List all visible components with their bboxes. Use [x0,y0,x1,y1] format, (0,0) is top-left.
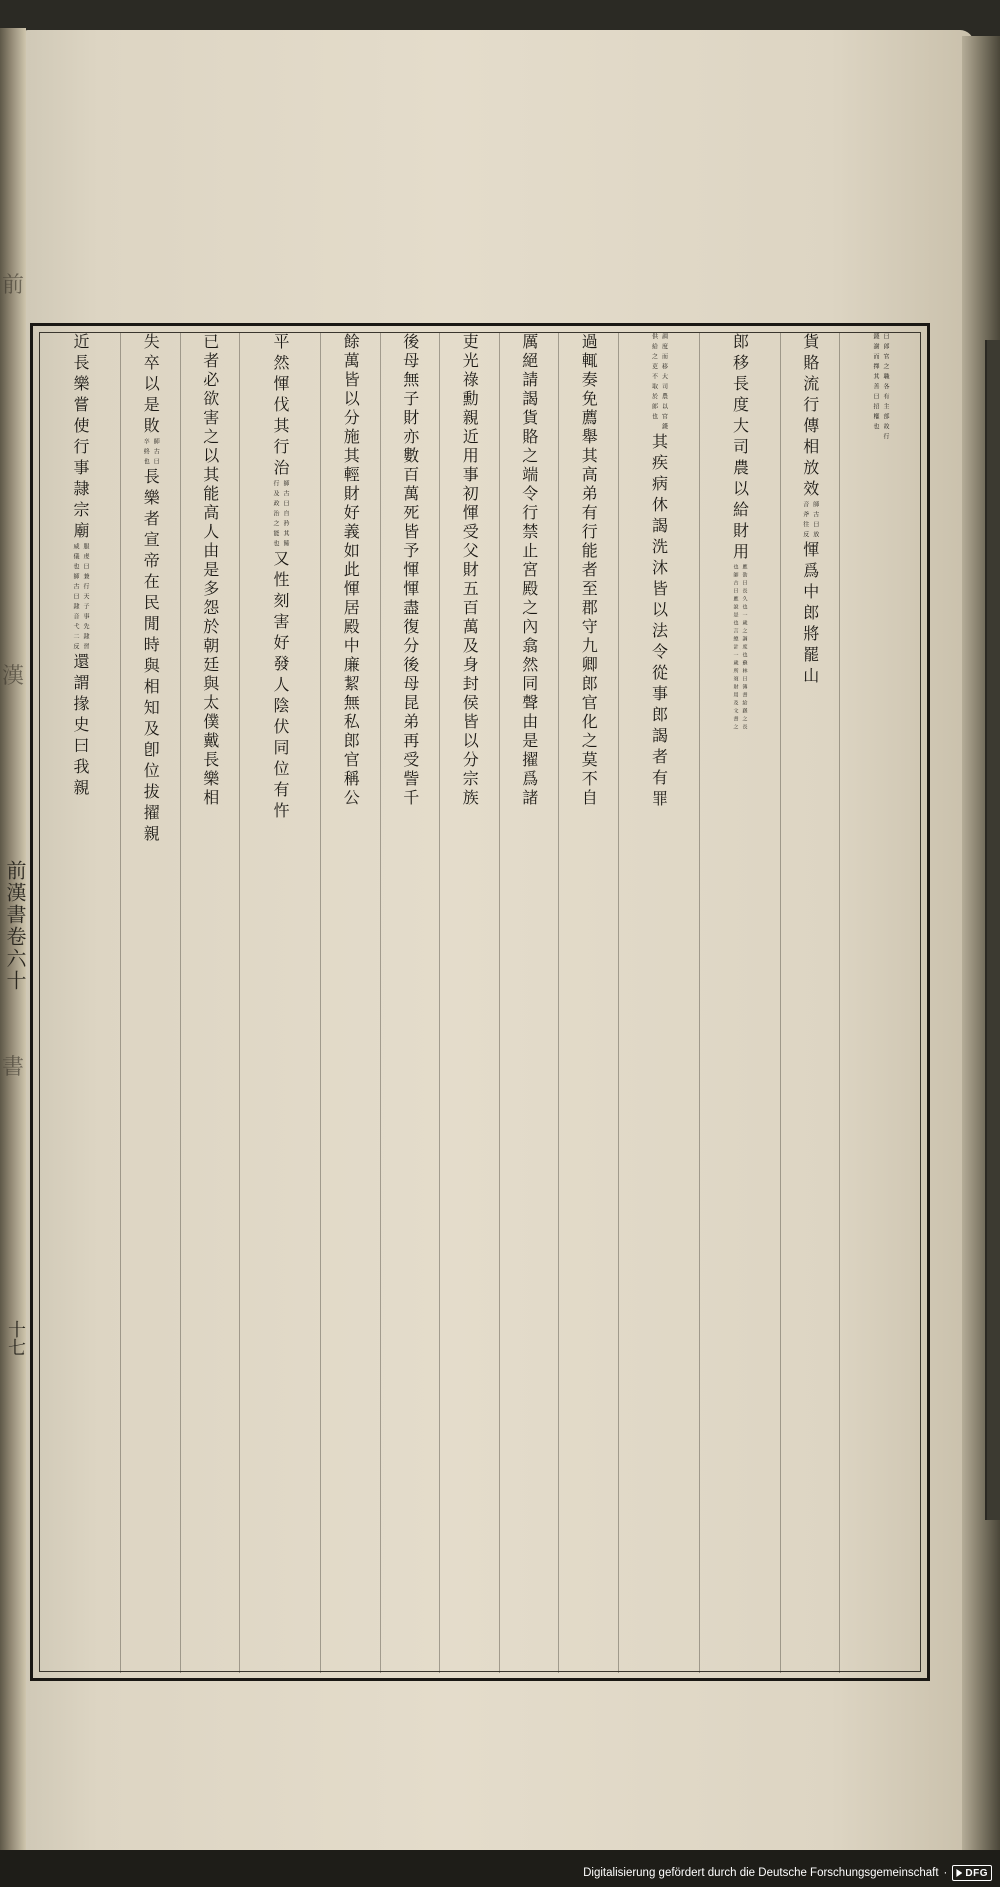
commentary-note [72,543,88,653]
main-text-segment: 過輒奏免薦舉其高弟有行能者至郡守九卿郎官化之莫不自 [579,333,599,808]
commentary-note [651,333,667,433]
text-column [839,333,920,1673]
commentary-line: 音斧往反 [801,501,809,541]
text-column [380,333,440,1673]
footer-separator: · [943,1867,948,1879]
dfg-logo-text: DFG [965,1867,988,1879]
commentary-line: 卒終也 [142,438,150,468]
commentary-line: 行及政治之能也 [272,480,279,550]
main-text-segment: 吏光祿勳親近用事初惲受父財五百萬及身封侯皆以分宗族 [460,333,480,808]
main-text-segment: 長樂者宣帝在民閒時與相知及卽位拔擢親 [141,468,161,846]
text-column [780,333,840,1673]
commentary-line: 師古曰自矜其餙 [282,480,289,550]
footer-credit: Digitalisierung gefördert durch die Deutsche Forschungsgemeinschaft [583,1867,939,1879]
commentary-note [142,438,158,468]
commentary-note [872,333,888,443]
text-column [439,333,499,1673]
page-stack-tab [985,340,1000,1520]
main-text-segment: 惲爲中郎將罷山 [800,541,820,688]
main-text-segment: 其疾病休謁洗沐皆以法令從事郎謁者有罪 [649,433,669,811]
footer [583,1865,992,1881]
commentary-line: 師古曰放 [811,501,819,541]
main-text-segment: 近長樂嘗使行事隷宗廟 [71,333,90,543]
commentary-line: 威儀也師古曰隷音弋二反 [72,543,79,653]
commentary-line: 調度而移大司農以官錢 [660,333,668,433]
commentary-line: 應劭曰長久也一歲之調度也蘇林曰簿書給繇之長 [741,564,748,732]
commentary-line: 師古曰 [152,438,160,468]
main-text-segment: 厲絕請謁貨賂之端令行禁止宮殿之內翕然同聲由是擢爲諸 [519,333,539,808]
text-column [180,333,240,1673]
folio-number: 十七 [5,1320,26,1356]
main-text-segment: 已者必欲害之以其能高人由是多怨於朝廷與太僕戴長樂相 [200,333,220,808]
commentary-line: 曰郎官之職各有主部故行 [882,333,889,443]
commentary-line: 服虔曰兼行天子事先隷習 [82,543,89,653]
main-text-segment: 貨賂流行傳相放效 [800,333,820,501]
main-text-segment: 郎移長度大司農以給財用 [730,333,750,564]
text-column [618,333,699,1673]
main-text-segment: 還謂掾史曰我親 [71,653,90,800]
left-edge-bleed: 前 漢 書 [2,273,25,1080]
scanner-background-bottom [0,1850,1000,1887]
main-text-segment: 平然惲伐其行治 [271,333,290,480]
text-column [40,333,120,1673]
text-column [558,333,618,1673]
commentary-note [272,480,288,550]
text-column [499,333,559,1673]
running-head: 前漢書卷六十 [3,860,27,992]
main-text-segment: 又性刻害好發人陰伏同位有忤 [271,550,290,823]
commentary-line: 錢謝而擇其善曰招權也 [872,333,879,433]
commentary-line: 供給之吏不取於郎也 [650,333,658,423]
text-column [239,333,320,1673]
text-column [699,333,780,1673]
dfg-mark-icon [956,1869,962,1877]
main-text-segment: 失卒以是敗 [141,333,161,438]
commentary-note [733,564,747,732]
main-text-segment: 後母無子財亦數百萬死皆予惲惲盡復分後母昆弟再受訾千 [400,333,420,808]
dfg-logo[interactable] [952,1865,992,1881]
commentary-note [802,501,818,541]
main-text-segment: 餘萬皆以分施其輕財好義如此惲居殿中廉絜無私郎官稱公 [341,333,361,808]
text-column [320,333,380,1673]
commentary-line: 也師古曰應說是也言總計一歲所須財用及文書之 [732,564,739,732]
text-column [120,333,180,1673]
text-columns [40,333,920,1673]
